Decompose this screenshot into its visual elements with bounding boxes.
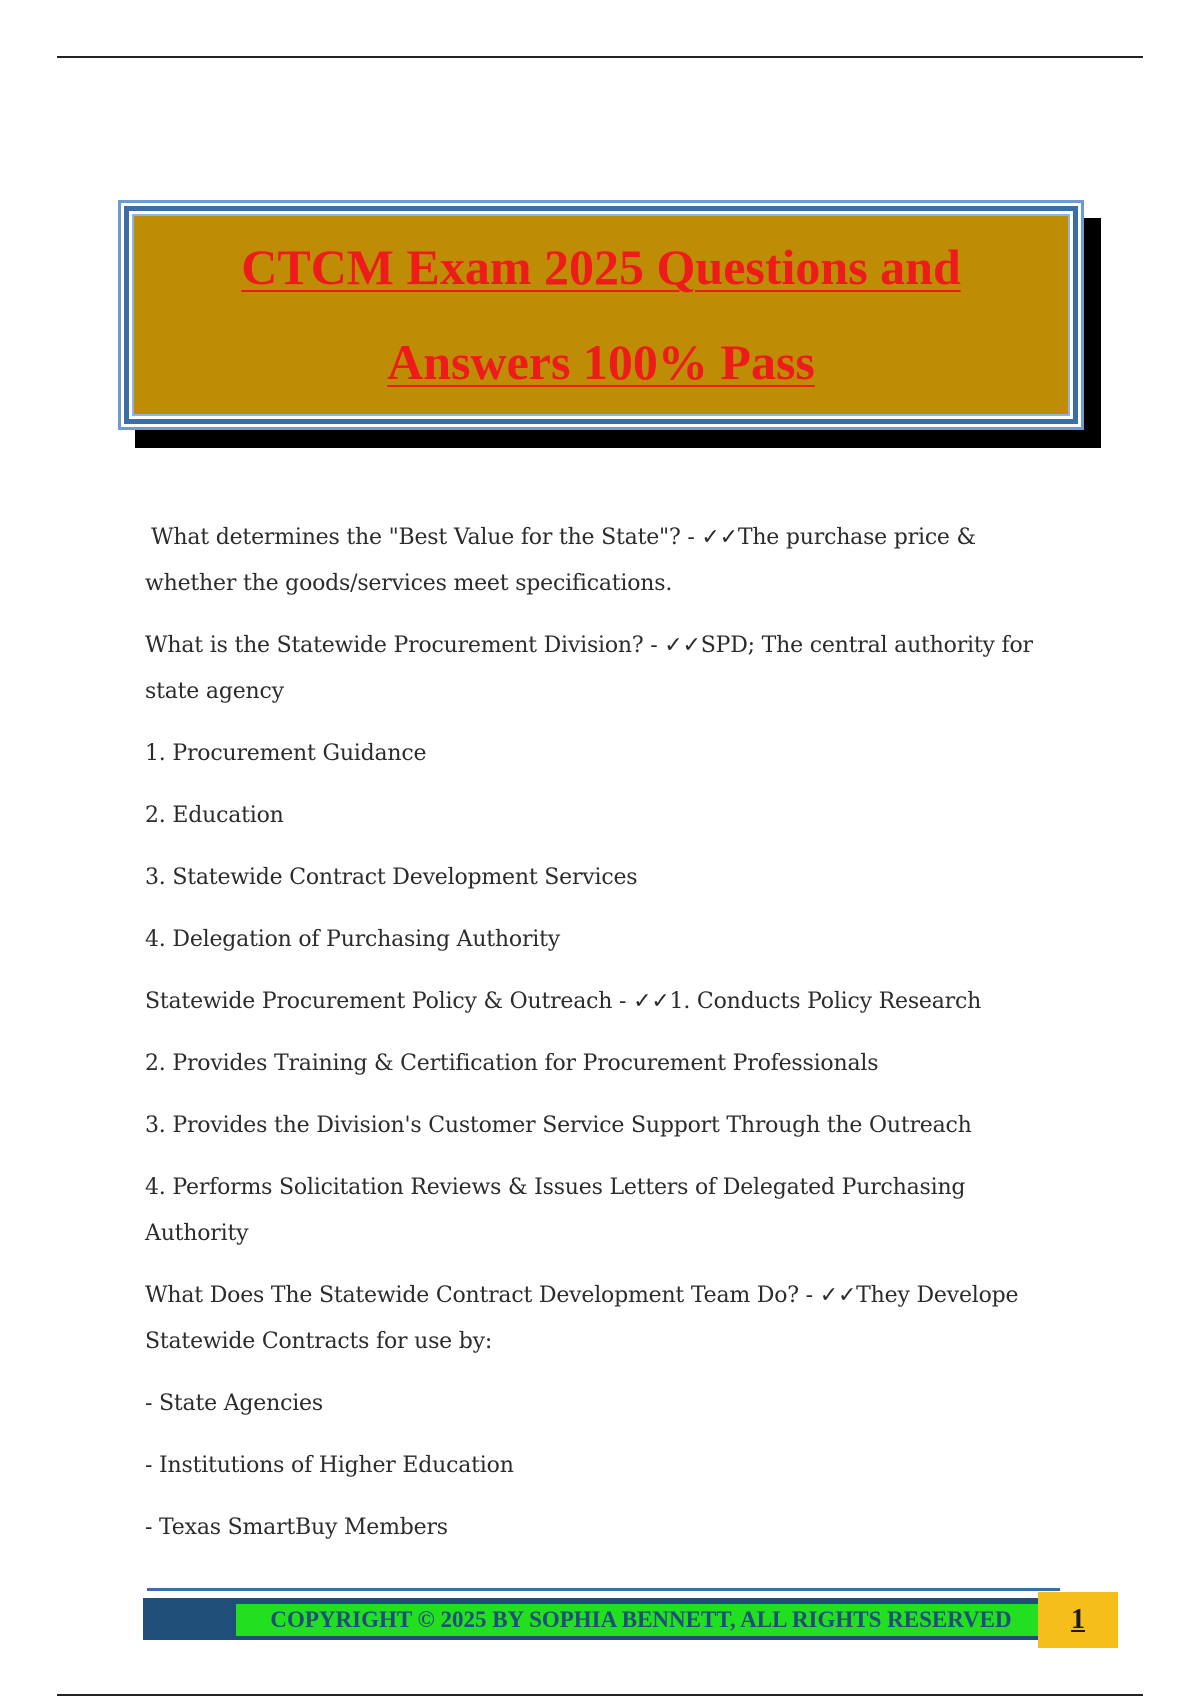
list-item: 1. Procurement Guidance bbox=[145, 741, 427, 766]
qa-paragraph: What is the Statewide Procurement Division? - ✓✓SPD; The central authority for state agency bbox=[145, 633, 1033, 704]
top-rule bbox=[57, 56, 1143, 58]
list-item: 4. Delegation of Purchasing Authority bbox=[145, 927, 560, 952]
bottom-rule bbox=[57, 1694, 1143, 1696]
document-title-line-2: Answers 100% Pass bbox=[387, 334, 815, 390]
qa-paragraph: What determines the "Best Value for the State"? - ✓✓The purchase price & whether the goods/services meet specifications. bbox=[145, 525, 976, 596]
list-item: 4. Performs Solicitation Reviews & Issues Letters of Delegated Purchasing Authority bbox=[145, 1175, 966, 1246]
footer-copyright: COPYRIGHT © 2025 BY SOPHIA BENNETT, ALL RIGHTS RESERVED bbox=[236, 1604, 1046, 1636]
qa-paragraph: What Does The Statewide Contract Development Team Do? - ✓✓They Develope Statewide Contracts for use by: bbox=[145, 1283, 1019, 1354]
title-box-fill bbox=[132, 214, 1070, 416]
list-item: - State Agencies bbox=[145, 1391, 323, 1416]
list-item: - Institutions of Higher Education bbox=[145, 1453, 514, 1478]
title-box-frame bbox=[124, 206, 1078, 424]
footer-rule bbox=[147, 1588, 1060, 1591]
page-number: 1 bbox=[1071, 1604, 1085, 1635]
qa-paragraph: Statewide Procurement Policy & Outreach - ✓✓1. Conducts Policy Research bbox=[145, 989, 982, 1014]
document-body bbox=[145, 515, 1065, 1567]
list-item: 3. Provides the Division's Customer Service Support Through the Outreach bbox=[145, 1113, 972, 1138]
list-item: 2. Provides Training & Certification for Procurement Professionals bbox=[145, 1051, 879, 1076]
list-item: - Texas SmartBuy Members bbox=[145, 1515, 448, 1540]
document-title-line-1: CTCM Exam 2025 Questions and bbox=[241, 239, 961, 295]
title-box bbox=[118, 200, 1084, 430]
list-item: 2. Education bbox=[145, 803, 284, 828]
list-item: 3. Statewide Contract Development Services bbox=[145, 865, 638, 890]
page-number-badge bbox=[1038, 1592, 1118, 1648]
